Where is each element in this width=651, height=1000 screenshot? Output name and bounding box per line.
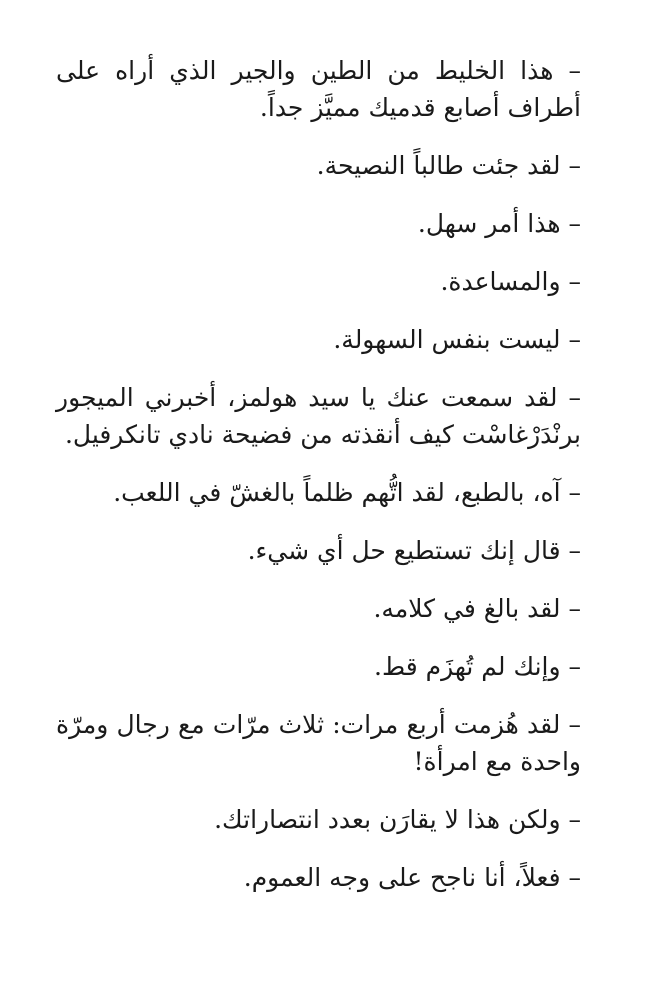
- paragraph-4: – والمساعدة.: [440, 267, 581, 296]
- paragraph-13: – فعلاً، أنا ناجح على وجه العموم.: [243, 863, 581, 892]
- paragraph-10: – وإنك لم تُهزَم قط.: [374, 652, 581, 681]
- paragraph-12: – ولكن هذا لا يقارَن بعدد انتصاراتك.: [214, 805, 581, 834]
- paragraph-1: – هذا الخليط من الطين والجير الذي أراه على أطراف أصابع قدميك مميَّز جداً.: [56, 56, 581, 122]
- paragraph-3: – هذا أمر سهل.: [417, 209, 581, 238]
- paragraph-6: – لقد سمعت عنك يا سيد هولمز، أخبرني الميجور برنْدَرْغاسْت كيف أنقذته من فضيحة نادي تانكرفيل.: [56, 383, 581, 449]
- paragraph-11: – لقد هُزمت أربع مرات: ثلاث مرّات مع رجال ومرّة واحدة مع امرأة!: [56, 710, 581, 776]
- paragraph-9: – لقد بالغ في كلامه.: [373, 594, 581, 623]
- paragraph-5: – ليست بنفس السهولة.: [333, 325, 581, 354]
- paragraph-8: – قال إنك تستطيع حل أي شيء.: [247, 536, 581, 565]
- paragraph-2: – لقد جئت طالباً النصيحة.: [316, 151, 581, 180]
- paragraph-7: – آه، بالطبع، لقد اتُّهم ظلماً بالغشّ في اللعب.: [113, 478, 581, 507]
